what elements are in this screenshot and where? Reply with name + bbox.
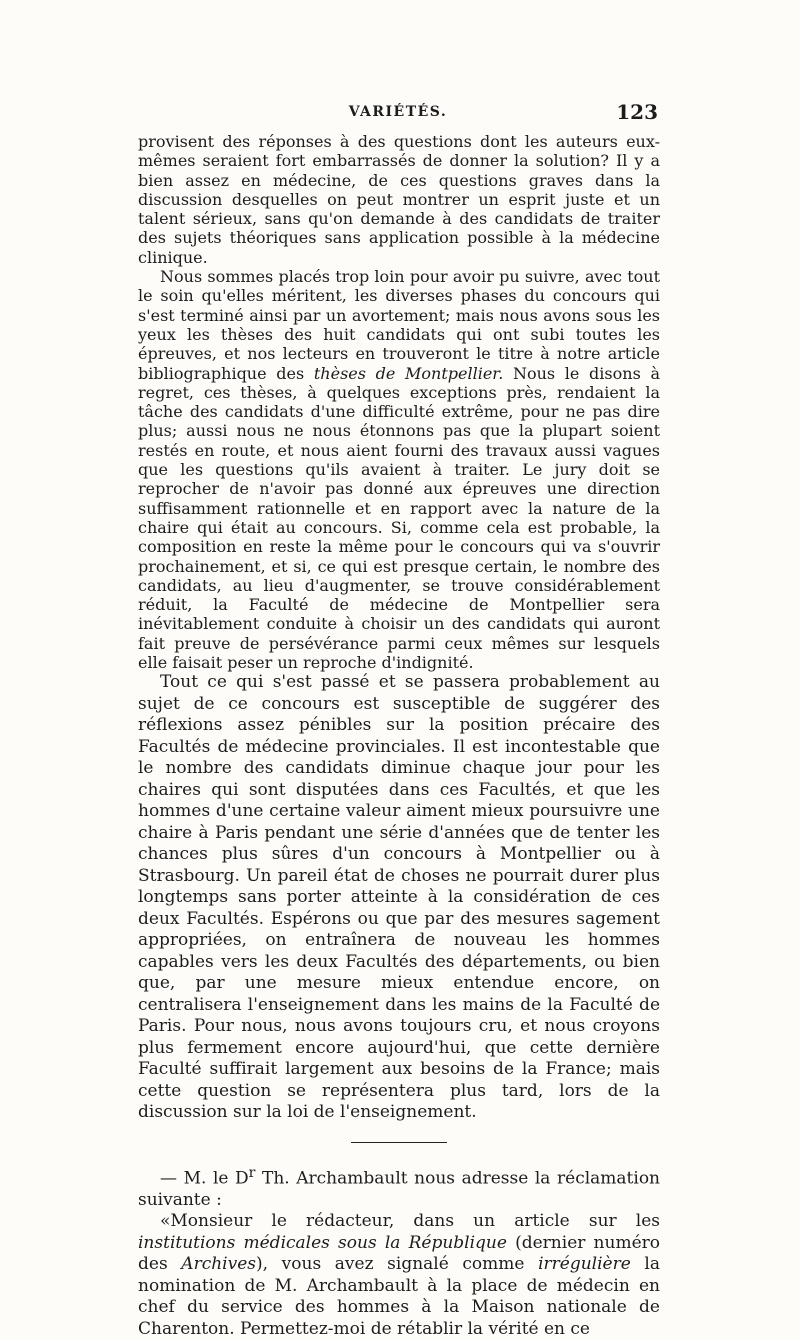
theses-title: thèses de Montpellier. bbox=[313, 363, 504, 383]
intro-text-2: Th. Archambault nous adresse la réclamation suivante : bbox=[138, 1168, 660, 1210]
section-divider bbox=[351, 1142, 447, 1143]
paragraph-concours-text-1: Nous sommes placés trop loin pour avoir pu suivre, avec tout le soin qu'elles méritent, les diverses phases du concours qui s'est terminé ainsi par un avortement; mais nous avons sous les yeux les thèses des huit candidats qui ont subi toutes les épreuves, et nos lecteurs en trouveront le titre à notre article bibliographique des bbox=[138, 267, 660, 383]
body-text bbox=[138, 132, 660, 1340]
letter-em-irreguliere: irrégulière bbox=[538, 1254, 631, 1275]
paragraph-reflexions: Tout ce qui s'est passé et se passera probablement au sujet de ce concours est susceptible de suggérer des réflexions assez pénibles sur la position précaire des Facultés de médecine provinciales. Il est incontestable que le nombre des candidats diminue chaque jour pour les chaires qui sont disputées dans ces Facultés, et que les hommes d'une certaine valeur aiment mieux poursuivre une chaire à Paris pendant une série d'années que de tenter les chances plus sûres d'un concours à Montpellier ou à Strasbourg. Un pareil état de choses ne pourrait durer plus longtemps sans porter atteinte à la considération de ces deux Facultés. Espérons ou que par des mesures sagement appropriées, on entraînera de nouveau les hommes capables vers les deux Facultés des départements, ou bien que, par une mesure mieux entendue encore, on centralisera l'enseignement dans les mains de la Faculté de Paris. Pour nous, nous avons toujours cru, et nous croyons plus fermement encore aujourd'hui, que cette dernière Faculté suffirait largement aux besoins de la France; mais cette question se représentera plus tard, lors de la discussion sur la loi de l'enseignement. bbox=[138, 672, 660, 1123]
letter-text-4: la nomination de M. Archambault à la place de médecin en chef du service des hommes à la Maison nationale de Charenton. Permettez-moi de rétablir la vérité en ce bbox=[138, 1254, 660, 1339]
paragraph-concours-text-2: Nous le disons à regret, ces thèses, à quelques exceptions près, rendaient la tâche des candidats d'une difficulté extrême, pour ne pas dire plus; aussi nous ne nous étonnons pas que la plupart soient restés en route, et nous aient fourni des travaux aussi vagues que les questions qu'ils avaient à traiter. Le jury doit se reprocher de n'avoir pas donné aux épreuves une direction suffisamment rationnelle et en rapport avec la nature de la chaire qui était au concours. Si, comme cela est probable, la composition en reste la même pour le concours qui va s'ouvrir prochainement, et si, ce qui est presque certain, le nombre des candidats, au lieu d'augmenter, se trouve considérablement réduit, la Faculté de médecine de Montpellier sera inévitablement conduite à choisir un des candidats qui auront fait preuve de persévérance parmi ceux mêmes sur lesquels elle faisait peser un reproche d'indignité. bbox=[138, 363, 660, 673]
letter-text-1: «Monsieur le rédacteur, dans un article sur les bbox=[160, 1211, 660, 1232]
running-head: VARIÉTÉS. bbox=[348, 104, 448, 120]
paragraph-concours bbox=[138, 267, 660, 672]
letter-em-archives: Archives bbox=[181, 1254, 256, 1275]
intro-text-1: — M. le D bbox=[160, 1168, 249, 1189]
paragraph-continued: provisent des réponses à des questions dont les auteurs eux-mêmes seraient fort embarrassés de donner la solution? Il y a bien assez en médecine, de ces questions graves dans la discussion desquelles on peut montrer un esprit juste et un talent sérieux, sans qu'on demande à des candidats de traiter des sujets théoriques sans application possible à la médecine clinique. bbox=[138, 132, 660, 267]
page-header bbox=[138, 100, 658, 130]
letter-text-2: (dernier numéro des bbox=[138, 1232, 660, 1275]
paragraph-letter bbox=[138, 1211, 660, 1340]
intro-superscript: r bbox=[248, 1164, 256, 1181]
letter-text-3: ), vous avez signalé comme bbox=[256, 1254, 539, 1275]
letter-em-institutions: institutions médicales sous la République bbox=[138, 1232, 507, 1253]
section-reflexions bbox=[138, 672, 660, 1124]
page-number: 123 bbox=[616, 100, 658, 124]
paragraph-reclamation-intro bbox=[138, 1163, 660, 1212]
section-reclamation bbox=[138, 1163, 660, 1340]
